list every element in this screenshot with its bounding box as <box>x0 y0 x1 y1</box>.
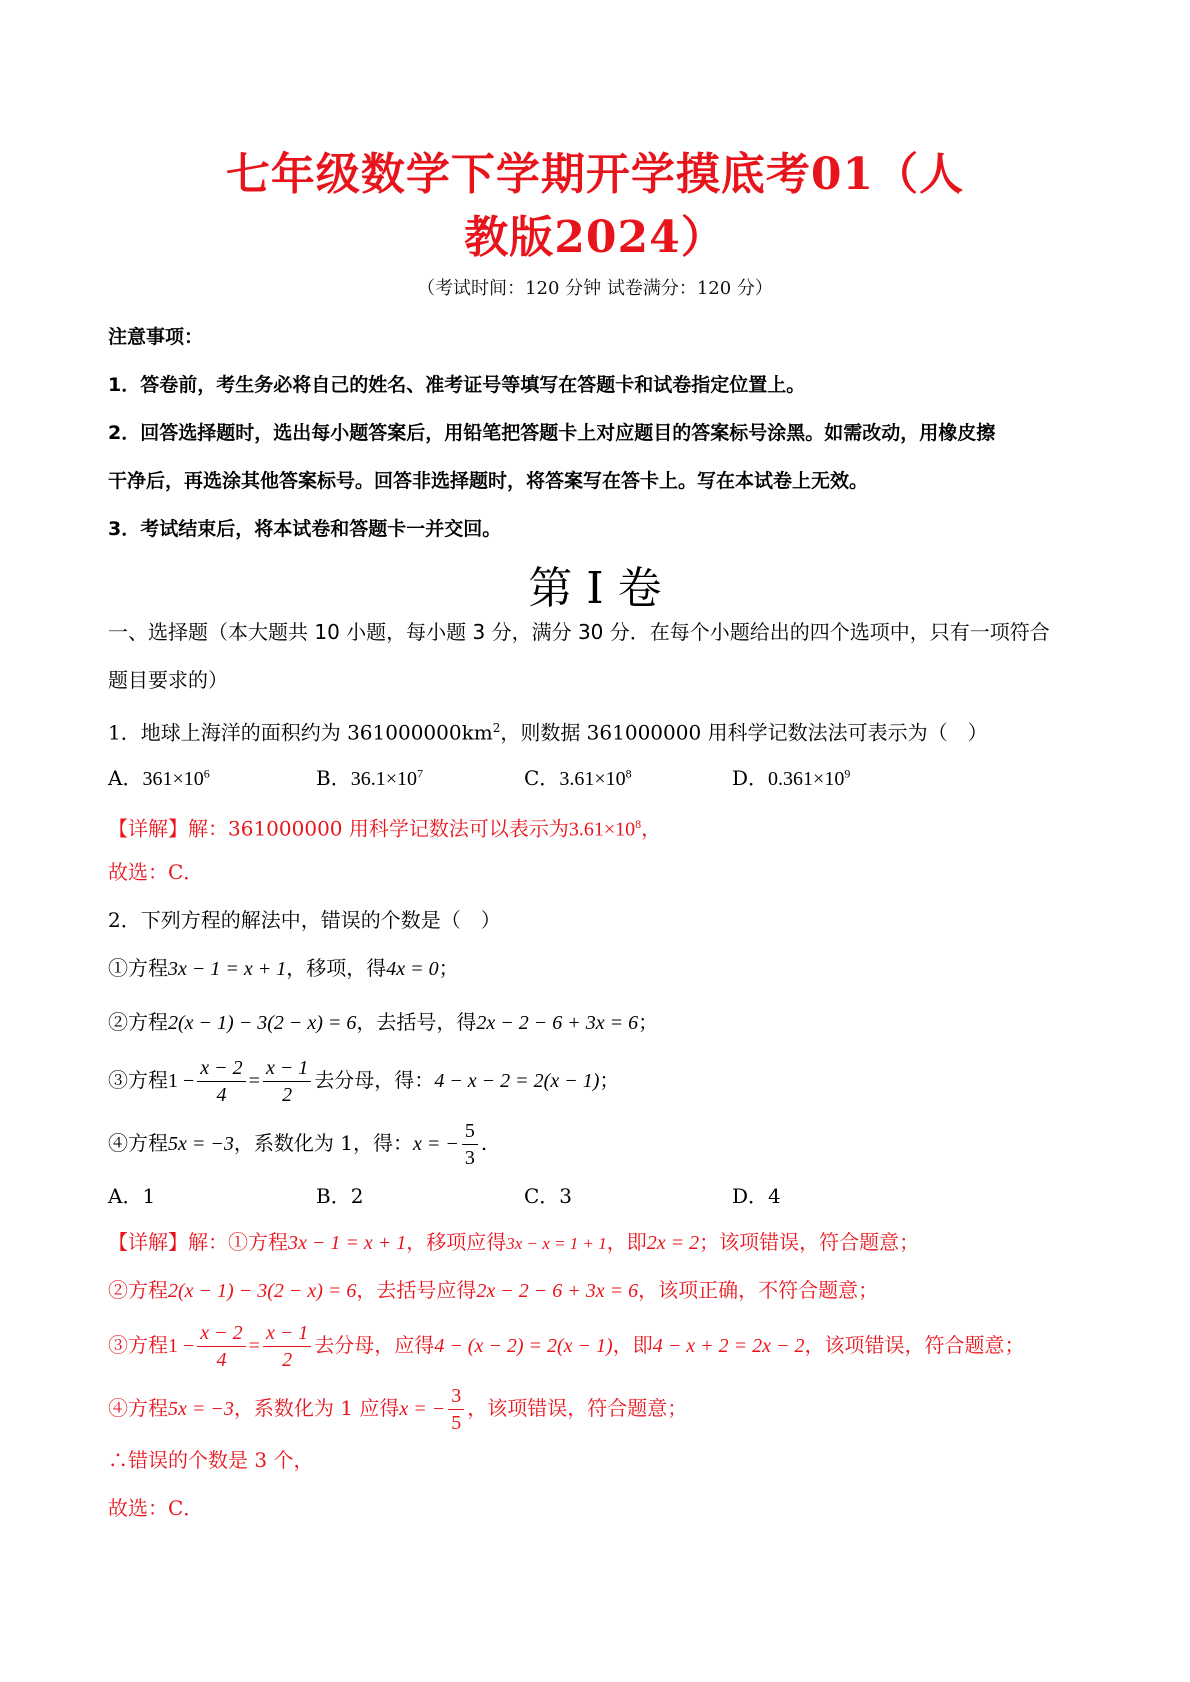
q2-sol3-text-c: ，即 <box>612 1333 653 1357</box>
q2-sol4-text-c: ，该项错误，符合题意； <box>467 1396 688 1420</box>
section-intro-line1: 一、选择题（本大题共 10 小题，每小题 3 分，满分 30 分．在每个小题给出的四个选项中，只有一项符合 <box>108 620 1050 644</box>
q2-option-c: C．3 <box>524 1184 573 1208</box>
q2-sol1-math-3: 2x = 2 <box>646 1232 700 1254</box>
q1-stem-text-b: ，则数据 361000000 用科学记数法法可表示为（ ） <box>500 720 988 745</box>
note-item-1: 1．答卷前，考生务必将自己的姓名、准考证号等填写在答题卡和试卷指定位置上。 <box>108 374 806 396</box>
q1-option-c <box>524 762 632 791</box>
q2-solution-tag: 【详解】 <box>108 1230 188 1254</box>
q2-statement-3 <box>108 1055 619 1108</box>
q2-solution-4 <box>108 1383 687 1436</box>
q2-sol3-fraction-1 <box>197 1320 245 1373</box>
note-item-3: 3．考试结束后，将本试卷和答题卡一并交回。 <box>108 518 502 540</box>
q2-sol4-fraction <box>448 1383 464 1436</box>
q1-option-d-label: D． <box>732 766 769 790</box>
q2-s4-fraction <box>462 1118 478 1171</box>
q2-s4-text-c: . <box>480 1131 488 1155</box>
q2-s1-math-2: 4x = 0 <box>386 958 439 980</box>
q1-option-b-exp: 7 <box>416 766 423 781</box>
q2-s4-numerator: 5 <box>462 1118 478 1145</box>
q2-sol4-numerator: 3 <box>448 1383 464 1410</box>
q2-s3-equals: = <box>248 1070 260 1092</box>
q2-sol3-f1-numerator: x − 2 <box>197 1320 245 1347</box>
q2-sol2-text-c: ，该项正确，不符合题意； <box>638 1278 879 1302</box>
q2-sol1-text-b: ，移项应得 <box>406 1230 507 1254</box>
q1-solution-exp: 8 <box>635 817 642 831</box>
q2-sol1-math-1: 3x − 1 = x + 1 <box>288 1232 407 1254</box>
q2-sol3-math-3: 4 − x + 2 = 2x − 2 <box>652 1335 805 1357</box>
q2-sol3-f1-denominator: 4 <box>216 1349 227 1371</box>
q2-s3-f1-numerator: x − 2 <box>197 1055 245 1082</box>
q2-s1-math-1: 3x − 1 = x + 1 <box>168 958 287 980</box>
q1-stem-text-a: 1．地球上海洋的面积约为 361000000km <box>108 720 493 745</box>
section-heading: 第 I 卷 <box>528 563 662 614</box>
q2-sol2-math-2: 2x − 2 − 6 + 3x = 6 <box>476 1280 639 1302</box>
q1-option-d-value: 0.361×10 <box>768 768 845 790</box>
q1-option-b <box>316 762 423 791</box>
q2-sol4-math-1: 5x = −3 <box>168 1398 234 1420</box>
q2-s3-math-1: 1 − <box>168 1070 195 1092</box>
q2-sol4-math-2: x = − <box>399 1398 446 1420</box>
q2-sol3-f2-denominator: 2 <box>282 1349 293 1371</box>
q2-sol4-text-b: ，系数化为 1 应得 <box>233 1396 400 1420</box>
q2-sol4-denominator: 5 <box>451 1412 462 1434</box>
q2-s3-math-2: 4 − x − 2 = 2(x − 1) <box>434 1070 600 1092</box>
q2-s1-text-a: ①方程 <box>108 956 168 980</box>
note-item-2b: 干净后，再选涂其他答案标号。回答非选择题时，将答案写在答卡上。写在本试卷上无效。 <box>108 470 869 492</box>
q2-sol2-text-a: ②方程 <box>108 1278 168 1302</box>
q2-sol1-text-a: 解：①方程 <box>188 1230 288 1254</box>
q1-solution-math: 3.61×10 <box>568 818 636 841</box>
q2-sol3-math-2: 4 − (x − 2) = 2(x − 1) <box>434 1335 613 1357</box>
q1-option-a-label: A． <box>108 766 143 790</box>
q1-answer: 故选：C． <box>108 860 204 884</box>
q2-s1-text-b: ，移项，得 <box>286 956 387 980</box>
q2-sol2-text-b: ，去括号应得 <box>356 1278 477 1302</box>
q1-option-c-exp: 8 <box>625 766 632 781</box>
note-item-2a: 2．回答选择题时，选出每小题答案后，用铅笔把答题卡上对应题目的答案标号涂黑。如需改动，用橡皮擦 <box>108 422 996 444</box>
q2-s2-math-1: 2(x − 1) − 3(2 − x) = 6 <box>168 1012 357 1034</box>
q2-stem: 2．下列方程的解法中，错误的个数是（ ） <box>108 908 501 932</box>
q1-option-a-value: 361×10 <box>142 768 204 790</box>
q1-solution-tag: 【详解】 <box>108 816 188 841</box>
q2-statement-2 <box>108 1008 658 1037</box>
q2-sol1-math-2: 3x − x = 1 + 1 <box>506 1234 607 1253</box>
q2-s4-text-b: ，系数化为 1，得： <box>233 1131 413 1155</box>
q2-sol3-math-1: 1 − <box>168 1335 195 1357</box>
q2-s3-text-c: ； <box>599 1068 620 1092</box>
q2-s2-math-2: 2x − 2 − 6 + 3x = 6 <box>476 1012 639 1034</box>
q2-s3-fraction-2 <box>263 1055 311 1108</box>
q1-solution <box>108 810 661 844</box>
q2-s4-text-a: ④方程 <box>108 1131 168 1155</box>
q1-option-d-exp: 9 <box>844 766 851 781</box>
q1-option-a <box>108 762 210 791</box>
notes-heading: 注意事项： <box>108 326 204 348</box>
q2-s3-f2-denominator: 2 <box>282 1084 293 1106</box>
section-intro-line2: 题目要求的） <box>108 668 228 692</box>
q2-option-a: A．1 <box>108 1184 156 1208</box>
q1-option-c-value: 3.61×10 <box>559 768 626 790</box>
q2-solution-2 <box>108 1276 878 1305</box>
q2-s2-text-a: ②方程 <box>108 1010 168 1034</box>
q2-s3-f2-numerator: x − 1 <box>263 1055 311 1082</box>
q1-stem <box>108 714 988 747</box>
q2-answer: 故选：C． <box>108 1496 204 1520</box>
q1-option-b-value: 36.1×10 <box>350 768 417 790</box>
q1-option-c-label: C． <box>524 766 560 790</box>
q2-sol3-text-b: 去分母，应得 <box>314 1333 435 1357</box>
q1-option-d <box>732 762 850 791</box>
q1-solution-text-b: ， <box>641 816 662 841</box>
exam-title-line1: 七年级数学下学期开学摸底考01（人 <box>225 149 965 200</box>
q1-option-b-label: B． <box>316 766 351 790</box>
q2-sol3-equals: = <box>248 1335 260 1357</box>
exam-title-line2: 教版2024） <box>464 212 726 263</box>
q2-sol2-math-1: 2(x − 1) − 3(2 − x) = 6 <box>168 1280 357 1302</box>
q2-conclusion: ∴错误的个数是 3 个， <box>108 1448 314 1472</box>
q2-s3-text-b: 去分母，得： <box>314 1068 435 1092</box>
q2-solution-1 <box>108 1228 919 1258</box>
q2-sol3-text-a: ③方程 <box>108 1333 168 1357</box>
q1-stem-sup: 2 <box>492 721 501 735</box>
q2-s2-text-b: ，去括号，得 <box>356 1010 477 1034</box>
q2-sol3-f2-numerator: x − 1 <box>263 1320 311 1347</box>
q2-option-d: D．4 <box>732 1184 781 1208</box>
q2-option-b: B．2 <box>316 1184 364 1208</box>
q2-s4-denominator: 3 <box>464 1147 475 1169</box>
q2-sol3-fraction-2 <box>263 1320 311 1373</box>
q2-sol3-text-d: ，该项错误，符合题意； <box>804 1333 1025 1357</box>
q2-sol1-text-c: ，即 <box>606 1230 647 1254</box>
q2-s4-math-2: x = − <box>412 1133 459 1155</box>
q2-s2-text-c: ； <box>638 1010 659 1034</box>
q2-s4-math-1: 5x = −3 <box>168 1133 234 1155</box>
q2-s3-f1-denominator: 4 <box>216 1084 227 1106</box>
q1-option-a-exp: 6 <box>203 766 210 781</box>
exam-subtitle: （考试时间：120 分钟 试卷满分：120 分） <box>417 278 773 299</box>
q2-s3-text-a: ③方程 <box>108 1068 168 1092</box>
q1-solution-text-a: 解：361000000 用科学记数法可以表示为 <box>188 816 569 841</box>
q2-sol4-text-a: ④方程 <box>108 1396 168 1420</box>
q2-s1-text-c: ； <box>438 956 459 980</box>
q2-solution-3 <box>108 1320 1024 1373</box>
q2-sol1-text-d: ；该项错误，符合题意； <box>699 1230 920 1254</box>
q2-s3-fraction-1 <box>197 1055 245 1108</box>
q2-statement-4 <box>108 1118 487 1171</box>
q2-statement-1 <box>108 954 459 983</box>
